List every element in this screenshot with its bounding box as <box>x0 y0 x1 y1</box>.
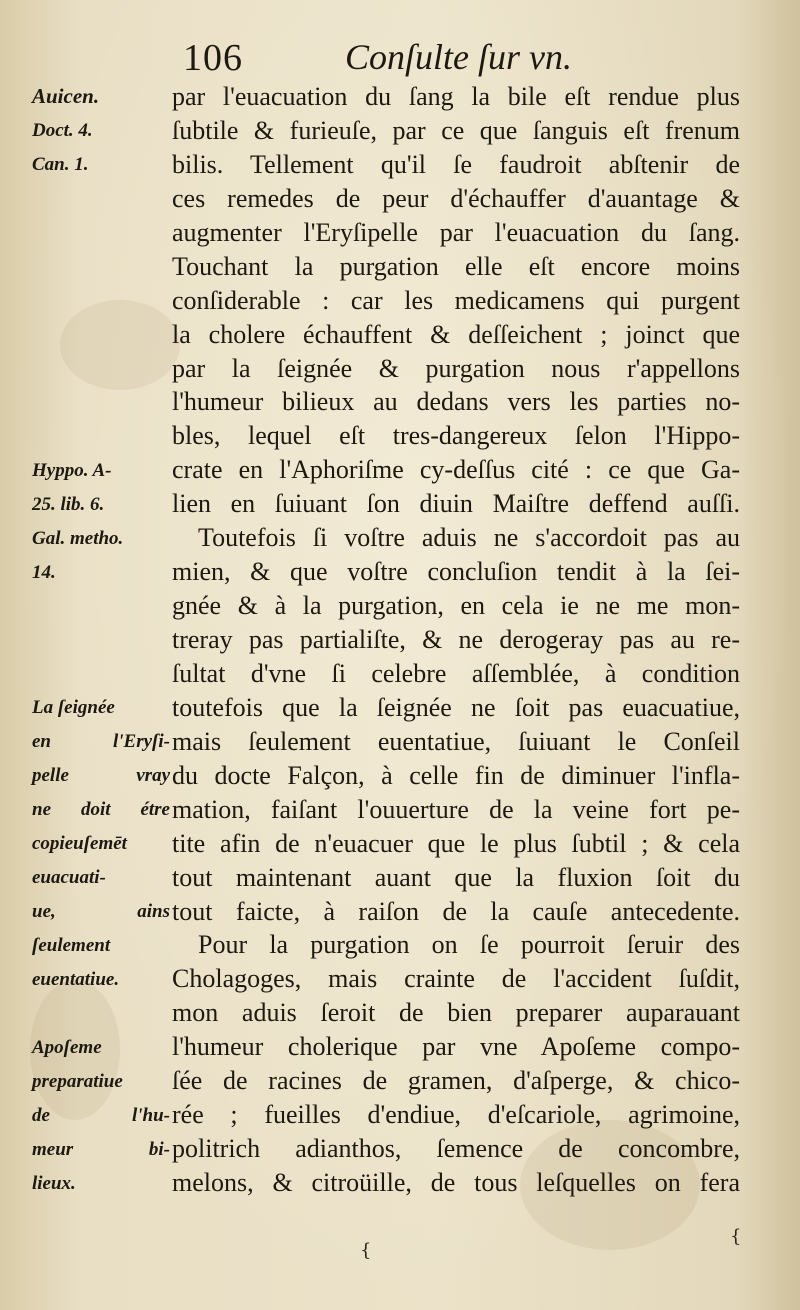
margin-note: de l'hu- <box>32 1105 170 1126</box>
margin-note: 14. <box>32 562 56 583</box>
ink-mark: { <box>730 1226 742 1247</box>
text-line: politrich adianthos, ſemence de concombre, <box>172 1134 740 1164</box>
text-line: conſiderable : car les medicamens qui purgent <box>172 285 740 315</box>
text-line: mien, & que voſtre concluſion tendit à la ſei- <box>172 557 740 587</box>
running-head: Conſulte ſur vn. <box>345 37 572 77</box>
text-line: lien en ſuiuant ſon diuin Maiſtre deffend auſſi. <box>172 489 740 519</box>
margin-note: Gal. metho. <box>32 528 124 549</box>
text-line: ſultat d'vne ſi celebre aſſemblée, à condition <box>172 658 740 688</box>
text-line: Toutefois ſi voſtre aduis ne s'accordoit pas au <box>198 523 740 553</box>
text-line: augmenter l'Eryſipelle par l'euacuation du ſang. <box>172 217 740 247</box>
margin-note: Apoſeme <box>32 1037 102 1058</box>
text-line: bilis. Tellement qu'il ſe faudroit abſtenir de <box>172 149 740 179</box>
text-line: crate en l'Aphoriſme cy-deſſus cité : ce que Ga- <box>172 455 740 485</box>
text-line: tout maintenant auant que la fluxion ſoit du <box>172 862 740 892</box>
margin-note: 25. lib. 6. <box>32 494 105 515</box>
margin-note: ne doit étre <box>32 799 170 820</box>
page-number: 106 <box>183 37 243 79</box>
margin-notes <box>0 0 172 1310</box>
text-line: Pour la purgation on ſe pourroit ſeruir des <box>198 930 740 960</box>
margin-note: meur bi- <box>32 1139 170 1160</box>
margin-note: euentatiue. <box>32 969 120 990</box>
text-line: melons, & citroüille, de tous leſquelles on fera <box>172 1168 740 1197</box>
text-line: rée ; fueilles d'endiue, d'eſcariole, agrimoine, <box>172 1100 740 1130</box>
text-line: l'humeur bilieux au dedans vers les parties no- <box>172 387 740 417</box>
ink-mark: { <box>360 1240 372 1261</box>
text-line: mais ſeulement euentatiue, ſuiuant le Conſeil <box>172 726 740 756</box>
text-line: ces remedes de peur d'échauffer d'auantage & <box>172 183 740 213</box>
margin-note: Auicen. <box>32 84 100 108</box>
text-line: mon aduis ſeroit de bien preparer auparauant <box>172 998 740 1028</box>
margin-note: La ſeignée <box>32 697 115 718</box>
text-line: l'humeur cholerique par vne Apoſeme compo- <box>172 1032 740 1062</box>
text-line: mation, faiſant l'ouuerture de la veine fort pe- <box>172 794 740 824</box>
text-line: gnée & à la purgation, en cela ie ne me mon- <box>172 591 740 621</box>
margin-note: ue, ains <box>32 901 170 922</box>
margin-note: pelle vray <box>32 765 170 786</box>
margin-note: Doct. 4. <box>32 120 93 141</box>
text-line: la cholere échauffent & deſſeichent ; joinct que <box>172 319 740 349</box>
text-line: ſée de racines de gramen, d'aſperge, & chico- <box>172 1066 740 1096</box>
margin-note: Can. 1. <box>32 154 89 175</box>
text-line: Cholagoges, mais crainte de l'accident ſuſdit, <box>172 964 740 994</box>
margin-note: Hyppo. A- <box>32 460 112 481</box>
text-line: par l'euacuation du ſang la bile eſt rendue plus <box>172 82 740 111</box>
margin-note: preparatiue <box>32 1071 123 1092</box>
margin-note: euacuati- <box>32 867 106 888</box>
text-line: ſubtile & furieuſe, par ce que ſanguis eſt frenum <box>172 115 740 145</box>
margin-note: lieux. <box>32 1173 76 1194</box>
margin-note: en l'Eryſi- <box>32 731 170 752</box>
text-line: toutefois que la ſeignée ne ſoit pas euacuatiue, <box>172 692 740 722</box>
text-line: treray pas partialiſte, & ne derogeray pas au re- <box>172 625 740 654</box>
text-line: tout faicte, à raiſon de la cauſe antecedente. <box>172 896 740 926</box>
text-line: tite afin de n'euacuer que le plus ſubtil ; & cela <box>172 828 740 858</box>
margin-note: ſeulement <box>32 935 111 956</box>
text-line: par la ſeignée & purgation nous r'appellons <box>172 353 740 383</box>
text-line: bles, lequel eſt tres-dangereux ſelon l'Hippo- <box>172 421 740 451</box>
text-line: du docte Falçon, à celle fin de diminuer l'infla- <box>172 760 740 790</box>
margin-note: copieuſemēt <box>32 833 127 854</box>
text-line: Touchant la purgation elle eſt encore moins <box>172 251 740 281</box>
main-text <box>172 80 740 1200</box>
